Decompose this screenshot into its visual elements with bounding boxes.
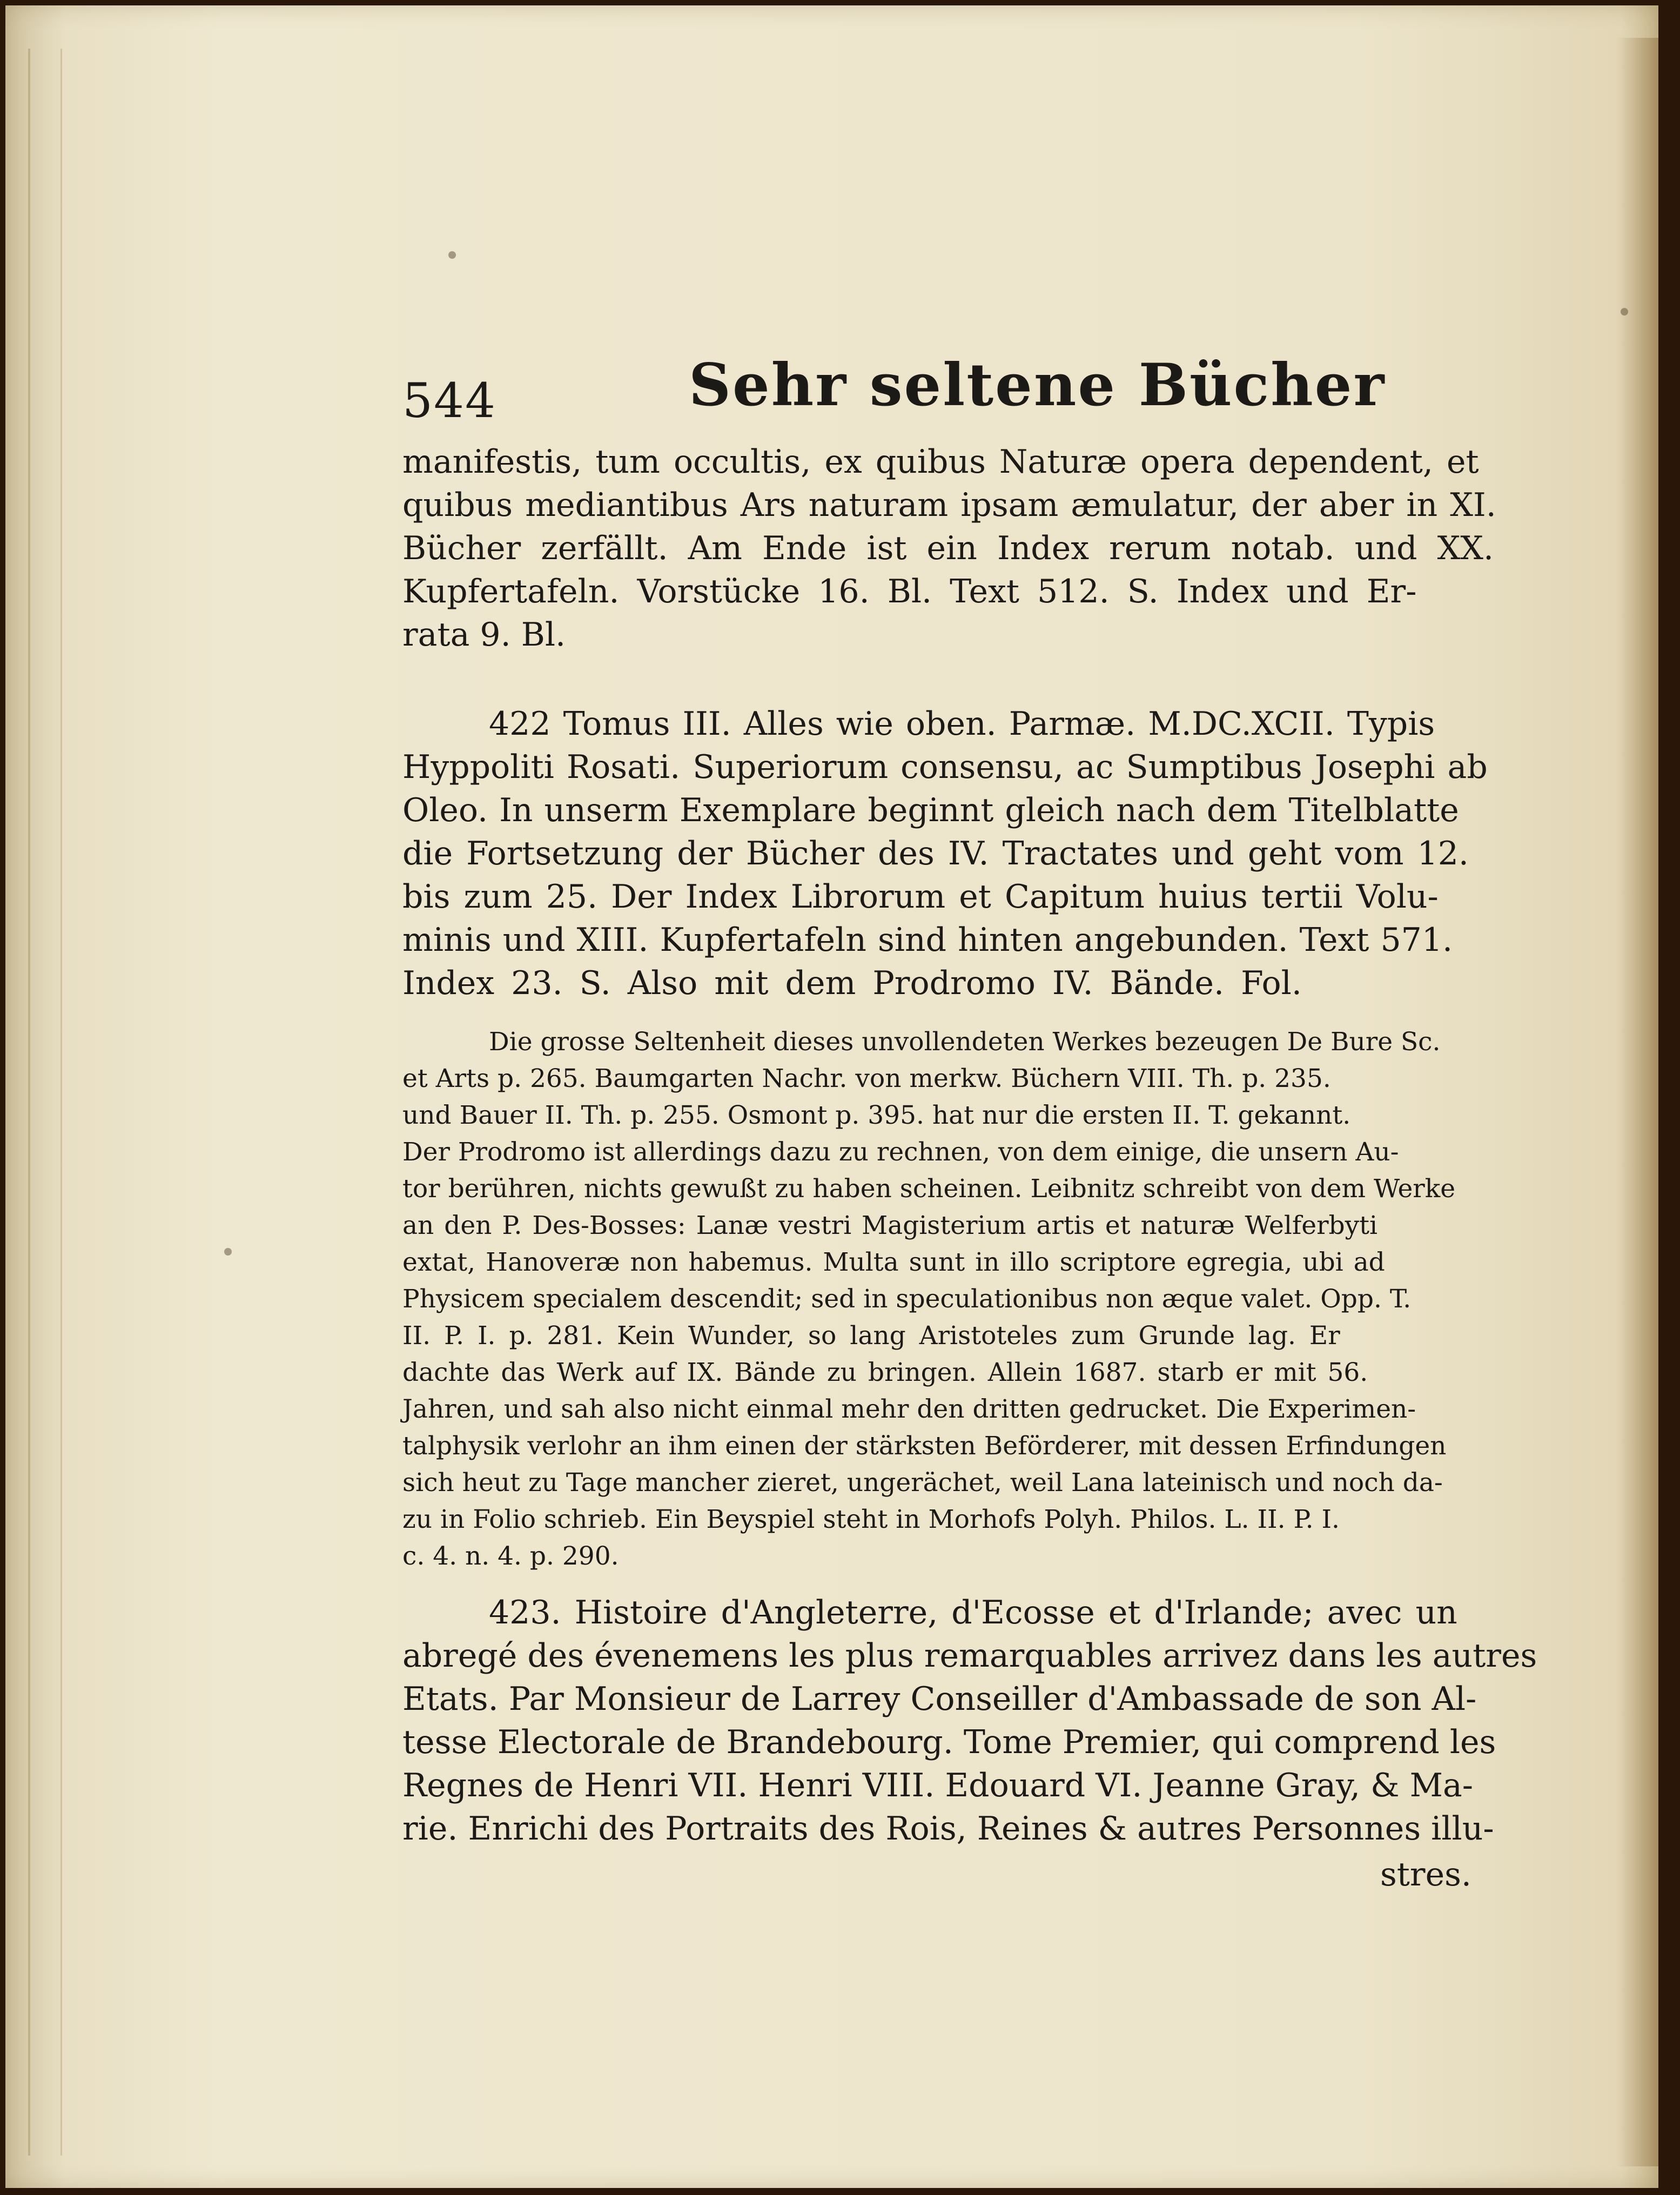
text-line: dachte das Werk auf IX. Bände zu bringen. Allein 1687. starb er mit 56.: [402, 1358, 1368, 1387]
text-line: rie. Enrichi des Portraits des Rois, Reines & autres Personnes illu-: [402, 1810, 1494, 1848]
text-line: II. P. I. p. 281. Kein Wunder, so lang Aristoteles zum Grunde lag. Er: [402, 1321, 1340, 1351]
text-line: Index 23. S. Also mit dem Prodromo IV. Bände. Fol.: [402, 964, 1302, 1002]
text-line: sich heut zu Tage mancher zieret, ungerächet, weil Lana lateinisch und noch da-: [402, 1468, 1443, 1498]
entry-422-note: [402, 1024, 1455, 1575]
text-line: Regnes de Henri VII. Henri VIII. Edouard VI. Jeanne Gray, & Ma-: [402, 1767, 1474, 1804]
page-number: 544: [402, 373, 496, 428]
paper-speck: [448, 251, 456, 259]
text-line: extat, Hanoveræ non habemus. Multa sunt in illo scriptore egregia, ubi ad: [402, 1247, 1385, 1277]
text-line: 422 Tomus III. Alles wie oben. Parmæ. M.DC.XCII. Typis: [489, 705, 1435, 743]
text-line: Hyppoliti Rosati. Superiorum consensu, ac Sumptibus Josephi ab: [402, 748, 1488, 786]
text-line: quibus mediantibus Ars naturam ipsam æmulatur, der aber in XI.: [402, 486, 1496, 524]
page-header: [402, 351, 1502, 427]
text-line: tor berühren, nichts gewußt zu haben scheinen. Leibnitz schreibt von dem Werke: [402, 1174, 1456, 1204]
paper-speck: [1621, 308, 1628, 316]
text-line: abregé des évenemens les plus remarquables arrivez dans les autres: [402, 1637, 1537, 1675]
text-line: rata 9. Bl.: [402, 616, 566, 654]
text-line: bis zum 25. Der Index Librorum et Capitum huius tertii Volu-: [402, 878, 1439, 916]
text-line: talphysik verlohr an ihm einen der stärksten Beförderer, mit dessen Erfindungen: [402, 1431, 1447, 1461]
text-line: Der Prodromo ist allerdings dazu zu rechnen, von dem einige, die unsern Au-: [402, 1137, 1399, 1167]
text-line: Die grosse Seltenheit dieses unvollendeten Werkes bezeugen De Bure Sc.: [489, 1027, 1441, 1057]
page-right-edge-shadow: [1615, 38, 1658, 2166]
text-line: Jahren, und sah also nicht einmal mehr den dritten gedrucket. Die Experimen-: [402, 1394, 1416, 1424]
text-line: manifestis, tum occultis, ex quibus Naturæ opera dependent, et: [402, 443, 1479, 481]
entry-423: [402, 1591, 1537, 1850]
catchword: stres.: [1380, 1856, 1471, 1894]
text-line: c. 4. n. 4. p. 290.: [402, 1541, 619, 1571]
paragraph-continuation: [402, 440, 1496, 656]
text-line: minis und XIII. Kupfertafeln sind hinten angebunden. Text 571.: [402, 921, 1453, 959]
book-page: [5, 5, 1658, 2188]
text-line: Physicem specialem descendit; sed in speculationibus non æque valet. Opp. T.: [402, 1284, 1412, 1314]
text-line: et Arts p. 265. Baumgarten Nachr. von merkw. Büchern VIII. Th. p. 235.: [402, 1064, 1331, 1093]
text-line: Kupfertafeln. Vorstücke 16. Bl. Text 512. S. Index und Er-: [402, 573, 1417, 610]
entry-422: [402, 702, 1488, 1005]
text-line: 423. Histoire d'Angleterre, d'Ecosse et d'Irlande; avec un: [489, 1594, 1457, 1632]
text-line: tesse Electorale de Brandebourg. Tome Premier, qui comprend les: [402, 1723, 1496, 1761]
page-gutter-edge: [28, 49, 62, 2156]
running-head: Sehr seltene Bücher: [689, 351, 1386, 419]
text-line: Etats. Par Monsieur de Larrey Conseiller d'Ambassade de son Al-: [402, 1680, 1477, 1718]
text-line: zu in Folio schrieb. Ein Beyspiel steht in Morhofs Polyh. Philos. L. II. P. I.: [402, 1505, 1340, 1534]
text-line: die Fortsetzung der Bücher des IV. Tractates und geht vom 12.: [402, 835, 1469, 872]
paper-speck: [224, 1248, 232, 1256]
text-line: Bücher zerfällt. Am Ende ist ein Index rerum notab. und XX.: [402, 529, 1494, 567]
text-line: an den P. Des-Bosses: Lanæ vestri Magisterium artis et naturæ Welferbyti: [402, 1211, 1378, 1240]
text-line: Oleo. In unserm Exemplare beginnt gleich nach dem Titelblatte: [402, 791, 1459, 829]
text-line: und Bauer II. Th. p. 255. Osmont p. 395. hat nur die ersten II. T. gekannt.: [402, 1100, 1351, 1130]
